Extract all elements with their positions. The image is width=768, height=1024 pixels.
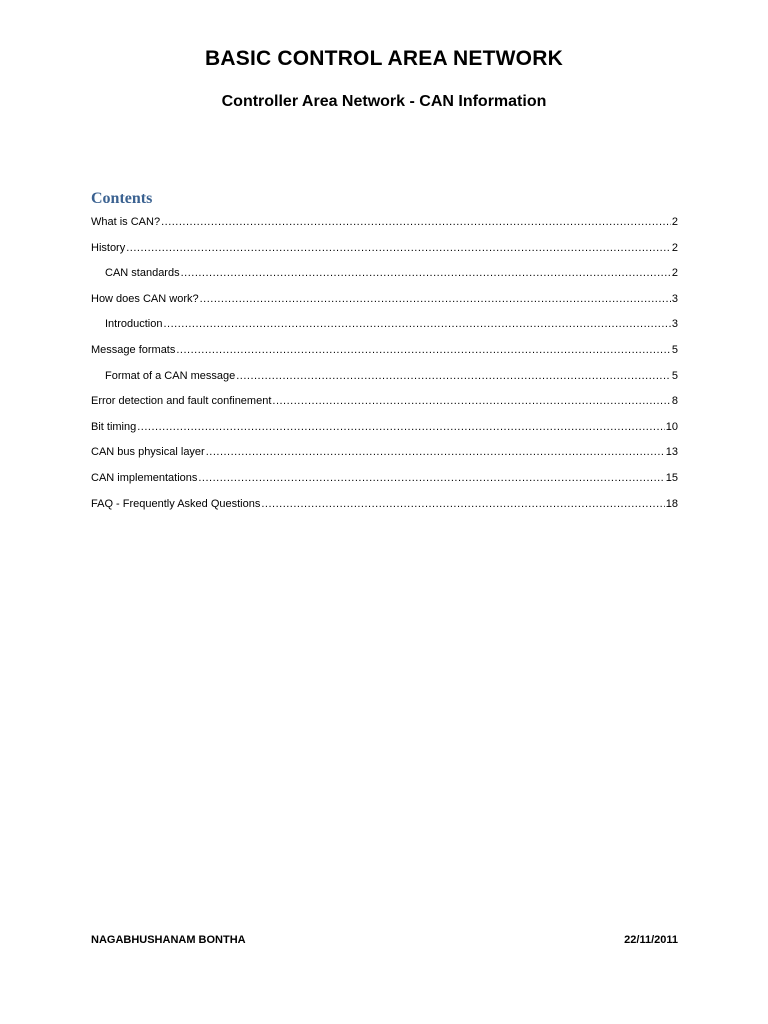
contents-heading: Contents (91, 190, 153, 207)
toc-page-number: 18 (665, 497, 678, 510)
page-footer (91, 934, 678, 946)
toc-leader-dots (198, 468, 664, 488)
toc-entry-what-is-can[interactable] (91, 212, 678, 238)
table-of-contents (91, 212, 678, 519)
toc-leader-dots (176, 340, 671, 360)
document-subtitle: Controller Area Network - CAN Information (221, 93, 547, 110)
toc-page-number: 10 (665, 420, 678, 433)
toc-leader-dots (236, 366, 671, 386)
toc-leader-dots (200, 289, 671, 309)
toc-page-number: 8 (671, 395, 678, 408)
toc-entry-text: Format of a CAN message (105, 369, 236, 382)
toc-entry-error-detection[interactable] (91, 391, 678, 417)
toc-entry-text: Introduction (105, 318, 163, 331)
toc-entry-can-implementations[interactable] (91, 468, 678, 494)
toc-entry-text: CAN implementations (91, 471, 198, 484)
toc-entry-how-does-can-work[interactable] (91, 289, 678, 315)
toc-page-number: 2 (671, 241, 678, 254)
toc-entry-format-of-can-message[interactable] (91, 366, 678, 392)
toc-page-number: 3 (671, 318, 678, 331)
toc-leader-dots (163, 314, 670, 334)
toc-leader-dots (206, 442, 665, 462)
toc-entry-text: History (91, 241, 126, 254)
toc-entry-faq[interactable] (91, 494, 678, 520)
toc-entry-message-formats[interactable] (91, 340, 678, 366)
toc-entry-text: Bit timing (91, 420, 137, 433)
toc-entry-text: FAQ - Frequently Asked Questions (91, 497, 261, 510)
toc-entry-text: How does CAN work? (91, 292, 199, 305)
toc-leader-dots (261, 494, 664, 514)
toc-entry-text: Error detection and fault confinement (91, 395, 272, 408)
document-title: BASIC CONTROL AREA NETWORK (205, 47, 563, 70)
toc-entry-text: Message formats (91, 343, 176, 356)
toc-entry-history[interactable] (91, 238, 678, 264)
toc-leader-dots (161, 212, 671, 232)
toc-page-number: 5 (671, 343, 678, 356)
footer-date: 22/11/2011 (624, 934, 678, 946)
toc-entry-bit-timing[interactable] (91, 417, 678, 443)
footer-author: NAGABHUSHANAM BONTHA (91, 934, 246, 946)
toc-entry-physical-layer[interactable] (91, 442, 678, 468)
toc-leader-dots (137, 417, 665, 437)
toc-page-number: 2 (671, 267, 678, 280)
toc-entry-text: CAN bus physical layer (91, 446, 205, 459)
toc-leader-dots (181, 263, 671, 283)
toc-entry-text: CAN standards (105, 267, 180, 280)
toc-page-number: 2 (671, 216, 678, 228)
toc-page-number: 3 (671, 292, 678, 305)
toc-page-number: 13 (665, 446, 678, 459)
toc-page-number: 15 (665, 471, 678, 484)
toc-page-number: 5 (671, 369, 678, 382)
toc-leader-dots (126, 238, 671, 258)
toc-entry-introduction[interactable] (91, 314, 678, 340)
toc-entry-text: What is CAN? (91, 216, 161, 228)
toc-entry-can-standards[interactable] (91, 263, 678, 289)
toc-leader-dots (272, 391, 670, 411)
